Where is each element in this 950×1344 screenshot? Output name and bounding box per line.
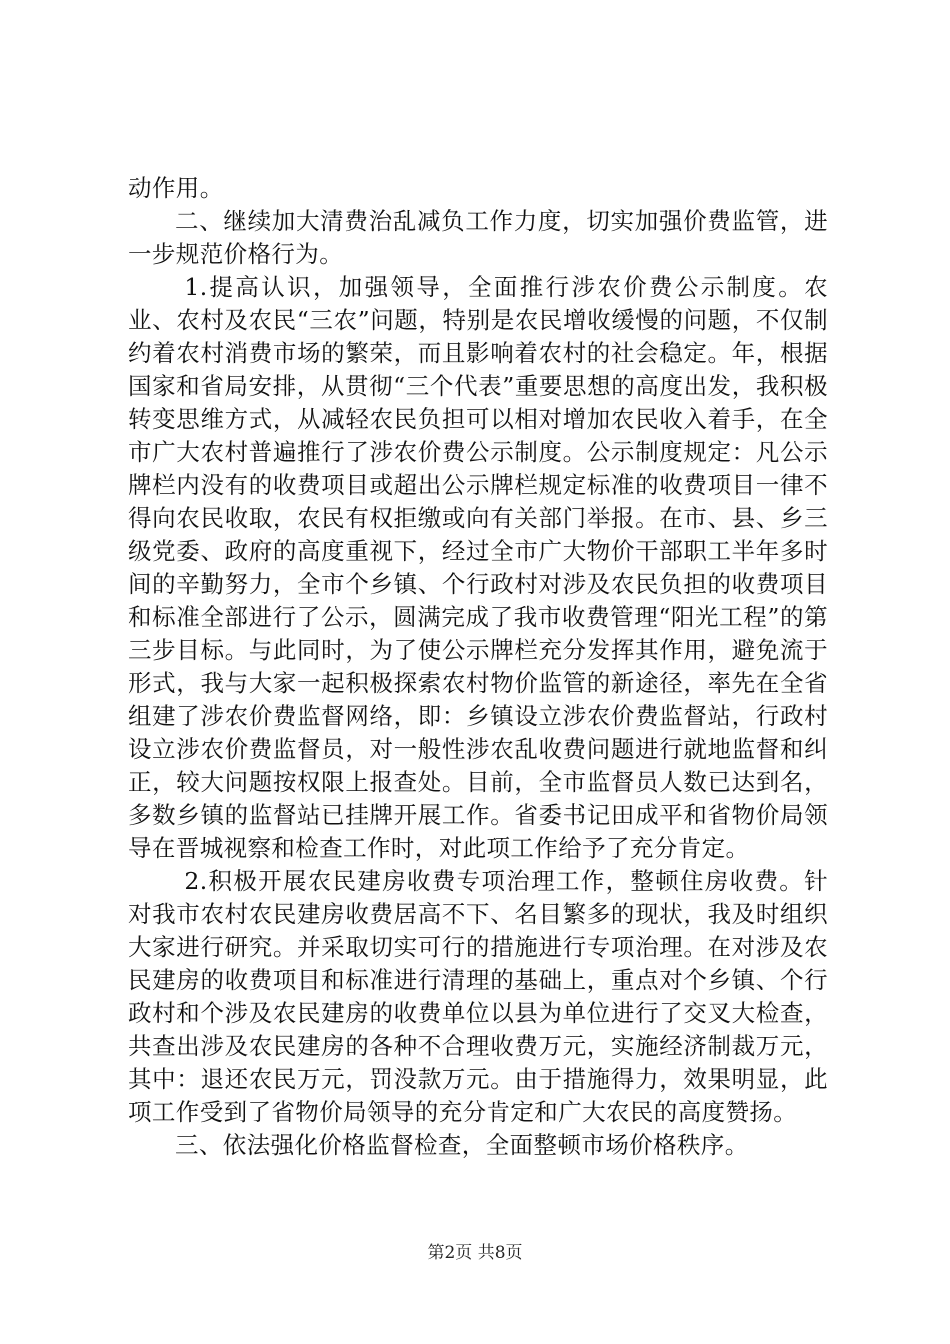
paragraph-continuation: 动作用。 [128, 174, 224, 202]
section-heading-two: 二、继续加大清费治乱减负工作力度，切实加强价费监管，进一步规范价格行为。 [128, 207, 828, 268]
page-footer: 第2页 共8页 [427, 1243, 523, 1263]
document-body [128, 172, 828, 1162]
paragraph-item-2: 2.积极开展农民建房收费专项治理工作，整顿住房收费。针对我市农村农民建房收费居高不下、名目繁多的现状，我及时组织大家进行研究。并采取切实可行的措施进行专项治理。在对涉及农民建房的收费项目和标准进行清理的基础上，重点对个乡镇、个行政村和个涉及农民建房的收费单位以县为单位进行了交叉大检查，共查出涉及农民建房的各种不合理收费万元，实施经济制裁万元，其中：退还农民万元，罚没款万元。由于措施得力，效果明显，此项工作受到了省物价局领导的充分肯定和广大农民的高度赞扬。 [128, 867, 828, 1126]
paragraph-item-1: 1.提高认识，加强领导，全面推行涉农价费公示制度。农业、农村及农民“三农”问题，特别是农民增收缓慢的问题，不仅制约着农村消费市场的繁荣，而且影响着农村的社会稳定。年，根据国家和省局安排，从贯彻“三个代表”重要思想的高度出发，我积极转变思维方式，从减轻农民负担可以相对增加农民收入着手，在全市广大农村普遍推行了涉农价费公示制度。公示制度规定：凡公示牌栏内没有的收费项目或超出公示牌栏规定标准的收费项目一律不得向农民收取，农民有权拒缴或向有关部门举报。在市、县、乡三级党委、政府的高度重视下，经过全市广大物价干部职工半年多时间的辛勤努力，全市个乡镇、个行政村对涉及农民负担的收费项目和标准全部进行了公示，圆满完成了我市收费管理“阳光工程”的第三步目标。与此同时，为了使公示牌栏充分发挥其作用，避免流于形式，我与大家一起积极探索农村物价监管的新途径，率先在全省组建了涉农价费监督网络，即：乡镇设立涉农价费监督站，行政村设立涉农价费监督员，对一般性涉农乱收费问题进行就地监督和纠正，较大问题按权限上报查处。目前，全市监督员人数已达到名，多数乡镇的监督站已挂牌开展工作。省委书记田成平和省物价局领导在晋城视察和检查工作时，对此项工作给予了充分肯定。 [128, 273, 828, 862]
section-heading-three: 三、依法强化价格监督检查，全面整顿市场价格秩序。 [175, 1131, 749, 1159]
